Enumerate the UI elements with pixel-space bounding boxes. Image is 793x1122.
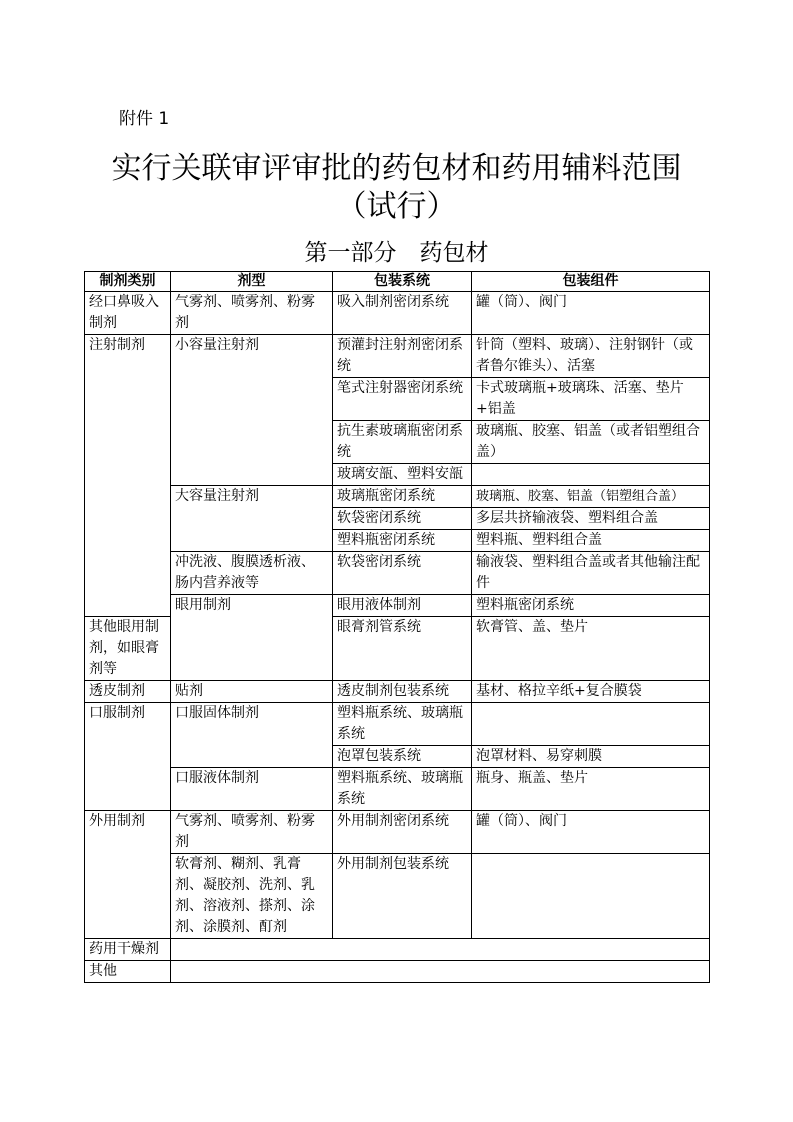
components-cell: 罐（筒）、阀门 [472, 292, 710, 335]
system-cell: 笔式注射器密闭系统 [333, 378, 472, 421]
system-cell: 塑料瓶系统、玻璃瓶系统 [333, 768, 472, 811]
system-cell: 外用制剂密闭系统 [333, 811, 472, 854]
system-cell: 软袋密闭系统 [333, 508, 472, 530]
table-row [85, 703, 710, 746]
dosage-form-cell: 眼用液体制剂 [333, 595, 472, 617]
system-cell: 眼膏剂管系统 [333, 617, 472, 681]
packaging-table [84, 271, 710, 983]
header-dosage-form: 剂型 [171, 272, 333, 292]
table-header-row [85, 272, 710, 292]
header-packaging-system: 包装系统 [333, 272, 472, 292]
table-row [85, 681, 710, 703]
table-row [85, 854, 710, 939]
table-row [85, 292, 710, 335]
system-cell: 泡罩包装系统 [333, 746, 472, 768]
components-cell: 泡罩材料、易穿刺膜 [472, 746, 710, 768]
dosage-form-cell: 口服液体制剂 [171, 768, 333, 811]
table-row [85, 961, 710, 983]
dosage-form-cell: 气雾剂、喷雾剂、粉雾剂 [171, 292, 333, 335]
components-cell [472, 703, 710, 746]
category-cell: 注射制剂 [85, 335, 171, 617]
dosage-form-cell: 小容量注射剂 [171, 335, 333, 486]
dosage-form-cell: 冲洗液、腹膜透析液、肠内营养液等 [171, 552, 333, 595]
dosage-form-cell: 口服固体制剂 [171, 703, 333, 768]
dosage-form-cell: 气雾剂、喷雾剂、粉雾剂 [171, 811, 333, 854]
table-row [85, 552, 710, 595]
header-category: 制剂类别 [85, 272, 171, 292]
category-cell: 眼用制剂 [171, 595, 333, 681]
header-packaging-components: 包装组件 [472, 272, 710, 292]
system-cell: 吸入制剂密闭系统 [333, 292, 472, 335]
system-cell: 玻璃安瓿、塑料安瓿 [333, 464, 472, 486]
table-row [85, 335, 710, 378]
dosage-form-cell: 其他眼用制剂，如眼膏剂等 [85, 617, 171, 681]
components-cell: 卡式玻璃瓶+玻璃珠、活塞、垫片+铝盖 [472, 378, 710, 421]
dosage-form-cell: 大容量注射剂 [171, 486, 333, 552]
components-cell: 罐（筒）、阀门 [472, 811, 710, 854]
category-cell: 药用干燥剂 [85, 939, 171, 961]
category-cell: 透皮制剂 [85, 681, 171, 703]
document-title: 实行关联审评审批的药包材和药用辅料范围（试行） [111, 151, 682, 224]
attachment-label: 附件 1 [119, 109, 170, 129]
components-cell: 软膏管、盖、垫片 [472, 617, 710, 681]
system-cell: 软袋密闭系统 [333, 552, 472, 595]
components-cell: 输液袋、塑料组合盖或者其他输注配件 [472, 552, 710, 595]
components-cell: 瓶身、瓶盖、垫片 [472, 768, 710, 811]
system-cell: 塑料瓶密闭系统 [333, 530, 472, 552]
dosage-form-cell: 贴剂 [171, 681, 333, 703]
components-cell: 基材、格拉辛纸+复合膜袋 [472, 681, 710, 703]
category-cell: 其他 [85, 961, 171, 983]
components-cell [472, 854, 710, 939]
system-cell: 塑料瓶密闭系统 [472, 595, 710, 617]
system-cell: 玻璃瓶密闭系统 [333, 486, 472, 508]
category-cell: 外用制剂 [85, 811, 171, 939]
components-cell: 塑料瓶、塑料组合盖 [472, 530, 710, 552]
table-row [85, 939, 710, 961]
dosage-form-cell: 软膏剂、糊剂、乳膏剂、凝胶剂、洗剂、乳剂、溶液剂、搽剂、涂剂、涂膜剂、酊剂 [171, 854, 333, 939]
system-cell: 外用制剂包装系统 [333, 854, 472, 939]
components-cell: 针筒（塑料、玻璃）、注射钢针（或者鲁尔锥头）、活塞 [472, 335, 710, 378]
system-cell: 抗生素玻璃瓶密闭系统 [333, 421, 472, 464]
section-title: 第一部分 药包材 [304, 240, 489, 266]
empty-merged-cell [171, 939, 710, 961]
table-row [85, 595, 710, 617]
table-row [85, 768, 710, 811]
system-cell: 预灌封注射剂密闭系统 [333, 335, 472, 378]
components-cell [472, 464, 710, 486]
category-cell: 经口鼻吸入制剂 [85, 292, 171, 335]
components-cell: 多层共挤输液袋、塑料组合盖 [472, 508, 710, 530]
table-row [85, 486, 710, 508]
category-cell: 口服制剂 [85, 703, 171, 811]
empty-merged-cell [171, 961, 710, 983]
system-cell: 透皮制剂包装系统 [333, 681, 472, 703]
components-cell: 玻璃瓶、胶塞、铝盖（或者铝塑组合盖） [472, 421, 710, 464]
table-row [85, 811, 710, 854]
system-cell: 塑料瓶系统、玻璃瓶系统 [333, 703, 472, 746]
components-cell: 玻璃瓶、胶塞、铝盖（铝塑组合盖） [472, 486, 710, 508]
